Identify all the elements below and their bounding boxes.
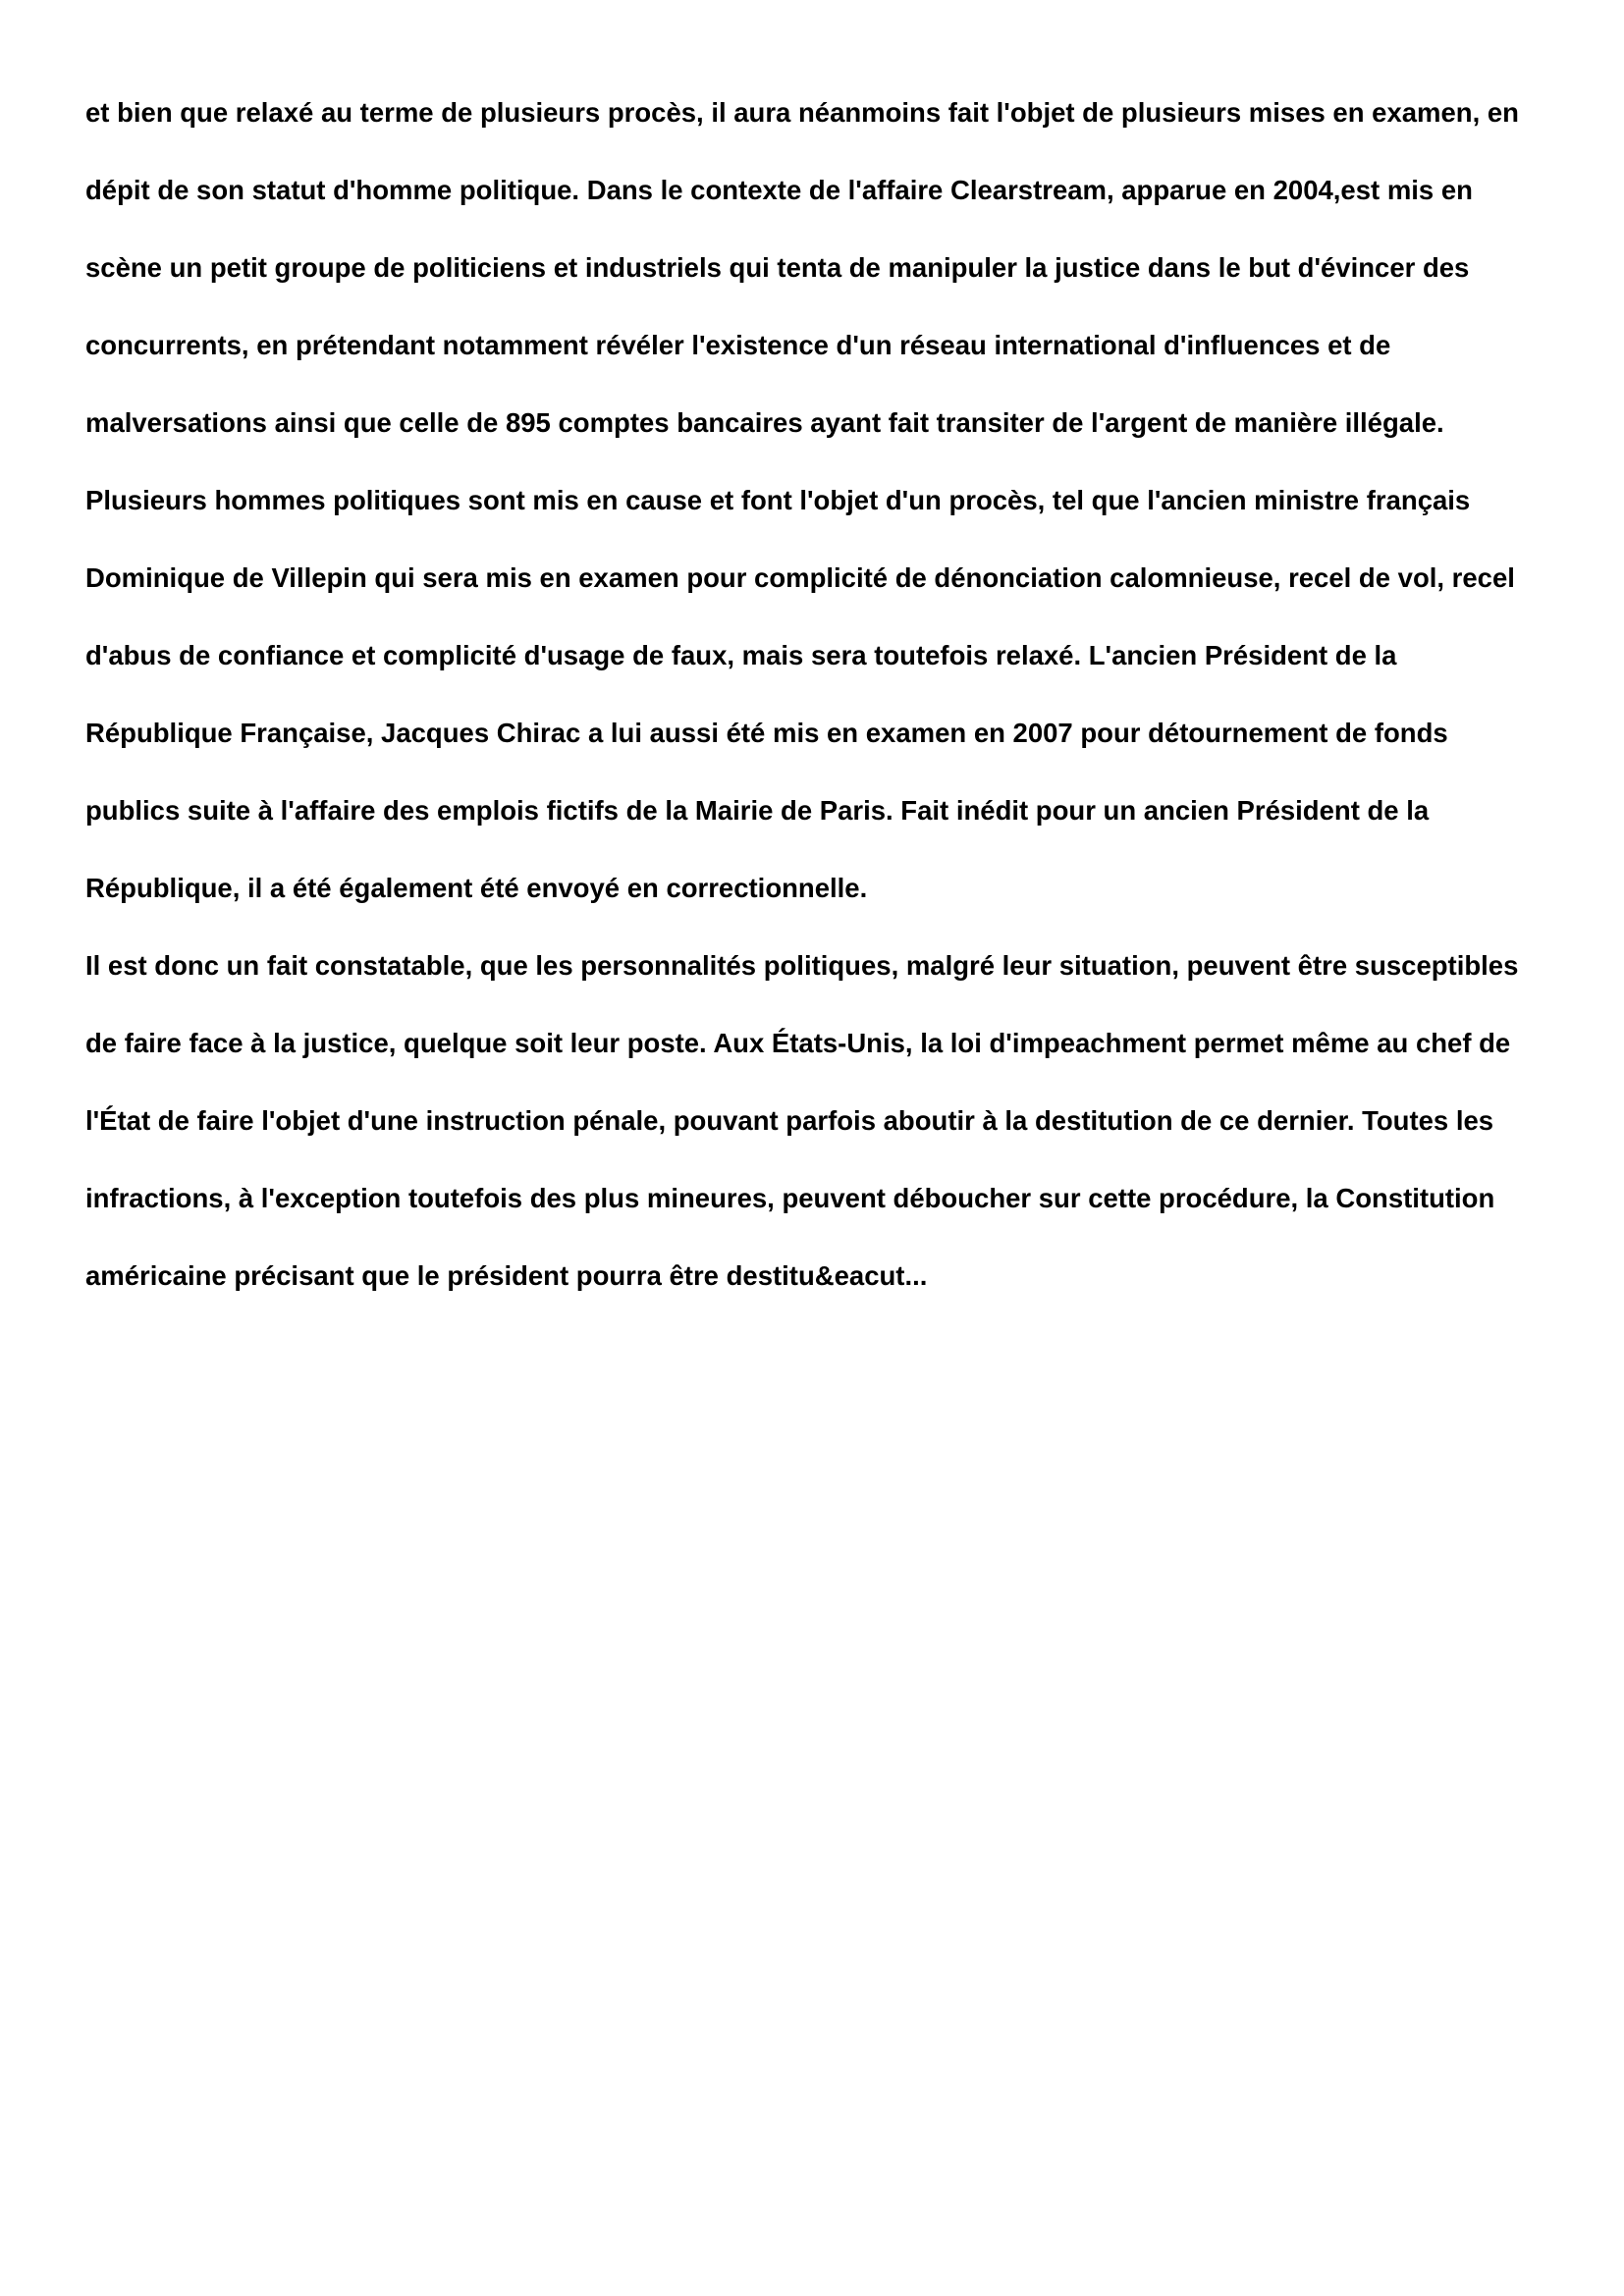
text-line: de faire face à la justice, quelque soit leur poste. Aux États-Unis, la loi d'impeachment permet même au chef de [85, 1028, 1511, 1058]
paragraph-2 [85, 941, 1558, 1329]
text-line: publics suite à l'affaire des emplois fictifs de la Mairie de Paris. Fait inédit pour un ancien Président de la [85, 795, 1430, 826]
paragraph-1 [85, 88, 1558, 941]
text-line: et bien que relaxé au terme de plusieurs procès, il aura néanmoins fait l'objet de plusieurs mises en examen, en [85, 97, 1519, 128]
text-line: l'État de faire l'objet d'une instruction pénale, pouvant parfois aboutir à la destitution de ce dernier. Toutes les [85, 1105, 1494, 1136]
text-line: américaine précisant que le président pourra être destitu&eacut... [85, 1260, 928, 1291]
text-line: République, il a été également été envoyé en correctionnelle. [85, 873, 868, 903]
text-line: d'abus de confiance et complicité d'usage de faux, mais sera toutefois relaxé. L'ancien Président de la [85, 640, 1397, 670]
text-line: République Française, Jacques Chirac a lui aussi été mis en examen en 2007 pour détournement de fonds [85, 718, 1448, 748]
text-line: scène un petit groupe de politiciens et industriels qui tenta de manipuler la justice dans le but d'évincer des [85, 252, 1470, 283]
body-text [85, 88, 1558, 1329]
text-line: Il est donc un fait constatable, que les personnalités politiques, malgré leur situation, peuvent être susceptibles [85, 950, 1519, 981]
text-line: infractions, à l'exception toutefois des plus mineures, peuvent déboucher sur cette procédure, la Constitution [85, 1183, 1495, 1213]
text-line: malversations ainsi que celle de 895 comptes bancaires ayant fait transiter de l'argent de manière illégale. [85, 407, 1444, 438]
text-line: Plusieurs hommes politiques sont mis en cause et font l'objet d'un procès, tel que l'ancien ministre français [85, 485, 1471, 515]
text-line: Dominique de Villepin qui sera mis en examen pour complicité de dénonciation calomnieuse, recel de vol, recel [85, 562, 1515, 593]
text-line: dépit de son statut d'homme politique. Dans le contexte de l'affaire Clearstream, apparue en 2004,est mis en [85, 175, 1473, 205]
text-line: concurrents, en prétendant notamment révéler l'existence d'un réseau international d'influences et de [85, 330, 1391, 360]
